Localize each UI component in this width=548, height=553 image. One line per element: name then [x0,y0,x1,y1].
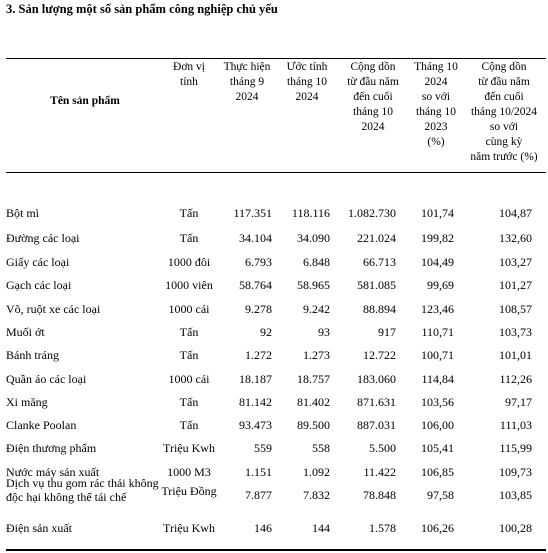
cell-yoy: 97,58 [427,488,454,502]
cell-yoy: 199,82 [421,231,454,245]
cell-cyoy: 101,01 [499,348,532,362]
header-cumulative: Cộng dồn từ đầu năm đến cuối tháng 10 2024 [347,61,399,133]
cell-yoy: 106,26 [421,521,454,535]
cell-cum: 5.500 [369,441,396,455]
cell-oct: 9.242 [303,302,330,316]
cell-cum: 183.060 [357,372,396,386]
cell-sep: 58.764 [239,278,272,292]
cell-unit: Tấn [179,206,199,220]
cell-unit: 1000 cái [168,302,210,316]
cell-name: Võ, ruột xe các loại [6,302,101,316]
cell-yoy: 106,00 [421,418,454,432]
cell-unit: Tấn [179,348,199,362]
cell-oct: 1.092 [303,465,330,479]
cell-sep: 117.351 [233,206,272,220]
cell-cum: 1.578 [369,521,396,535]
cell-cyoy: 97,17 [505,395,532,409]
table-bottom-rule [6,549,546,551]
header-product-name: Tên sản phẩm [50,95,120,107]
cell-yoy: 110,71 [421,325,454,339]
cell-unit: Triệu Kwh [163,521,215,535]
cell-unit: Triệu Đồng [161,484,217,498]
cell-unit: Tấn [179,231,199,245]
cell-name: Nước máy sản xuất [6,465,100,479]
cell-yoy: 123,46 [421,302,454,316]
cell-name: Bột mì [6,206,40,220]
cell-unit: 1000 đôi [167,255,211,269]
cell-cum: 887.031 [357,418,396,432]
cell-name: Dịch vụ thu gom rác thải không độc hại không thể tái chế [6,476,159,504]
cell-cyoy: 103,85 [499,488,532,502]
cell-yoy: 105,41 [421,441,454,455]
cell-yoy: 106,85 [421,465,454,479]
cell-oct: 58.965 [297,278,330,292]
cell-name: Đường các loại [6,231,80,245]
cell-oct: 89.500 [297,418,330,432]
cell-unit: Triệu Kwh [163,441,215,455]
cell-name: Xi măng [6,395,48,409]
cell-cyoy: 104,87 [499,206,532,220]
cell-sep: 7.877 [245,488,272,502]
cell-oct: 93 [318,325,330,339]
cell-name: Clanke Poolan [6,418,77,432]
cell-yoy: 99,69 [427,278,454,292]
cell-cyoy: 103,27 [499,255,532,269]
cell-oct: 6.848 [303,255,330,269]
cell-sep: 1.151 [245,465,272,479]
cell-sep: 9.278 [245,302,272,316]
header-september-actual: Thực hiện tháng 9 2024 [223,61,271,103]
cell-cum: 917 [378,325,396,339]
table-header [0,60,548,172]
header-cumulative-yoy: Cộng dồn từ đầu năm đến cuối tháng 10/2024 so với cùng kỳ năm trước (%) [470,61,538,163]
cell-sep: 18.187 [239,372,272,386]
cell-sep: 559 [254,441,272,455]
cell-name: Quần áo các loại [6,372,87,386]
cell-oct: 34.090 [297,231,330,245]
cell-cyoy: 112,26 [499,372,532,386]
cell-cum: 871.631 [357,395,396,409]
cell-oct: 1.273 [303,348,330,362]
cell-sep: 6.793 [245,255,272,269]
cell-name: Điện sản xuất [6,521,72,535]
cell-cyoy: 108,57 [499,302,532,316]
cell-cum: 581.085 [357,278,396,292]
cell-unit: Tấn [179,395,199,409]
cell-cum: 1.082.730 [348,206,396,220]
cell-cyoy: 101,27 [499,278,532,292]
cell-sep: 34.104 [239,231,272,245]
cell-cum: 88.894 [363,302,396,316]
cell-yoy: 101,74 [421,206,454,220]
header-october-yoy: Tháng 10 2024 so với tháng 10 2023 (%) [414,61,458,148]
cell-name: Muối ớt [6,325,45,339]
cell-cum: 66.713 [363,255,396,269]
cell-oct: 118.116 [291,206,330,220]
table-top-rule [6,58,546,59]
section-title: 3. Sản lượng một số sản phẩm công nghiệp chủ yếu [6,2,278,16]
cell-cyoy: 132,60 [499,231,532,245]
cell-cum: 12.722 [363,348,396,362]
cell-unit: 1000 M3 [167,465,211,479]
cell-yoy: 104,49 [421,255,454,269]
cell-name: Bánh tráng [6,348,59,362]
cell-sep: 1.272 [245,348,272,362]
cell-unit: 1000 cái [168,372,210,386]
cell-yoy: 103,56 [421,395,454,409]
cell-sep: 93.473 [239,418,272,432]
cell-cyoy: 100,28 [499,521,532,535]
cell-oct: 7.832 [303,488,330,502]
cell-sep: 92 [260,325,272,339]
cell-cyoy: 111,03 [499,418,532,432]
cell-oct: 81.402 [297,395,330,409]
cell-cyoy: 115,99 [499,441,532,455]
cell-cum: 221.024 [357,231,396,245]
cell-cyoy: 103,73 [499,325,532,339]
cell-yoy: 100,71 [421,348,454,362]
cell-oct: 18.757 [297,372,330,386]
cell-sep: 81.142 [239,395,272,409]
cell-name: Gạch các loại [6,278,72,292]
cell-name: Điện thương phẩm [6,441,97,455]
cell-yoy: 114,84 [421,372,454,386]
cell-cum: 11.422 [363,465,396,479]
header-rule [6,172,546,173]
cell-cyoy: 109,73 [499,465,532,479]
header-october-estimate: Ước tính tháng 10 2024 [286,61,328,103]
header-unit: Đơn vị tính [173,61,205,88]
cell-unit: Tấn [179,418,199,432]
cell-sep: 146 [254,521,272,535]
cell-unit: 1000 viên [165,278,213,292]
cell-name: Giấy các loại [6,255,70,269]
cell-oct: 144 [312,521,330,535]
cell-unit: Tấn [179,325,199,339]
cell-cum: 78.848 [363,488,396,502]
cell-oct: 558 [312,441,330,455]
